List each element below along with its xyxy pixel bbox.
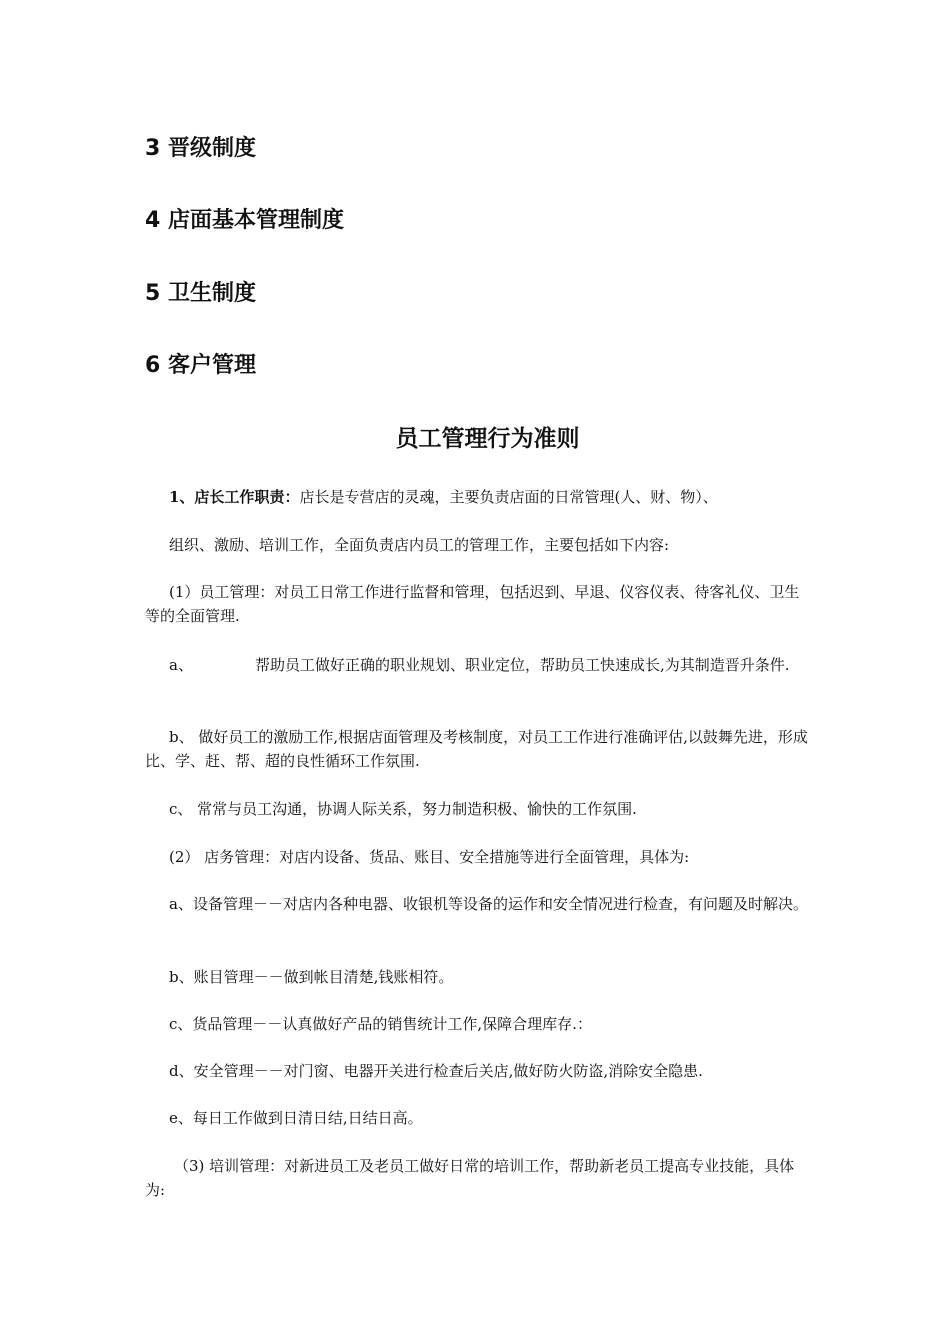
paragraph-staff-b: b、 做好员工的激励工作,根据店面管理及考核制度，对员工工作进行准确评估,以鼓舞先进，形成比、学、赶、帮、超的良性循环工作氛围. [145, 728, 808, 770]
paragraph-staff-a [145, 653, 810, 677]
outline-item-3: 3 晋级制度 [145, 136, 256, 161]
section-title: 员工管理行为准则 [395, 426, 580, 452]
paragraph-training: （3) 培训管理：对新进员工及老员工做好日常的培训工作，帮助新老员工提高专业技能，具体为: [145, 1157, 795, 1199]
paragraph-store-affairs: (2） 店务管理：对店内设备、货品、账目、安全措施等进行全面管理，具体为: [169, 848, 690, 866]
paragraph-duty-continued: 组织、激励、培训工作，全面负责店内员工的管理工作，主要包括如下内容: [169, 536, 670, 554]
outline-item-5: 5 卫生制度 [145, 281, 256, 306]
paragraph-goods: c、货品管理－－认真做好产品的销售统计工作,保障合理库存.： [169, 1015, 592, 1033]
item-marker-a: a、 [169, 656, 193, 674]
duty-lead-label: 1、店长工作职责： [169, 488, 300, 506]
duty-lead-text: 店长是专营店的灵魂，主要负责店面的日常管理(人、财、物）、 [299, 488, 718, 506]
item-text-a: 帮助员工做好正确的职业规划、职业定位，帮助员工快速成长,为其制造晋升条件. [254, 656, 790, 674]
paragraph-staff-management: (1）员工管理：对员工日常工作进行监督和管理，包括迟到、早退、仪容仪表、待客礼仪、卫生等的全面管理. [145, 583, 800, 625]
paragraph-store-manager-duty [145, 485, 810, 509]
paragraph-staff-c: c、 常常与员工沟通，协调人际关系，努力制造积极、愉快的工作氛围. [169, 800, 637, 818]
paragraph-equipment: a、设备管理－－对店内各种电器、收银机等设备的运作和安全情况进行检查，有问题及时解决。 [169, 895, 808, 913]
outline-item-4: 4 店面基本管理制度 [145, 208, 344, 233]
paragraph-safety: d、安全管理－－对门窗、电器开关进行检查后关店,做好防火防盗,消除安全隐患. [169, 1062, 703, 1080]
paragraph-daily-work: e、每日工作做到日清日结,日结日高。 [169, 1109, 423, 1127]
paragraph-accounts: b、账目管理－－做到帐目清楚,钱账相符。 [169, 968, 454, 986]
outline-item-6: 6 客户管理 [145, 353, 256, 378]
